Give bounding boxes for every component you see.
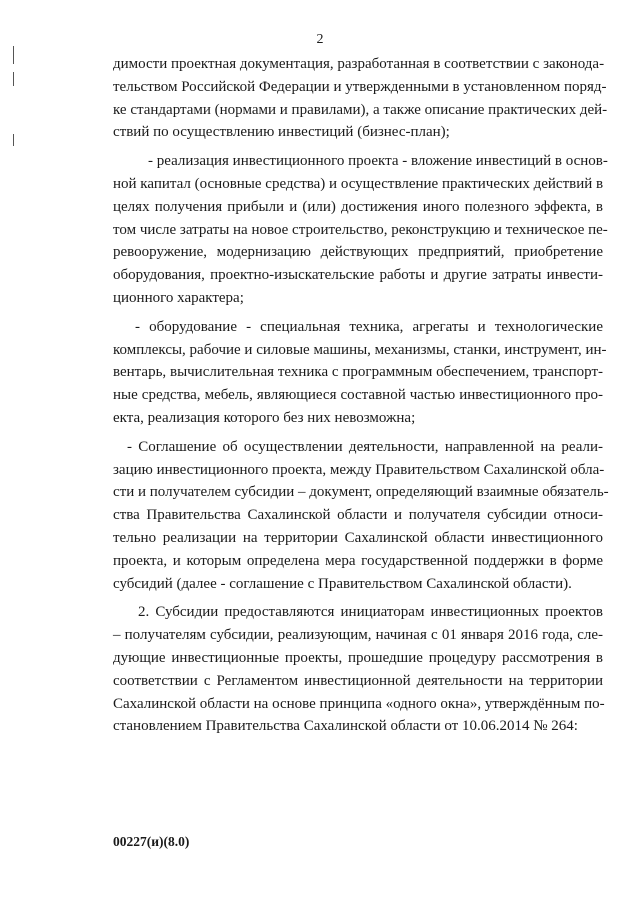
text-line: дующие инвестиционные проекты, прошедшие процедуру рассмотрения в — [113, 649, 603, 666]
margin-mark — [13, 134, 14, 146]
text-line: - Соглашение об осуществлении деятельности, направленной на реали- — [127, 438, 603, 455]
text-line: - оборудование - специальная техника, агрегаты и технологические — [135, 318, 603, 335]
margin-mark — [13, 46, 14, 64]
text-line: ревооружение, модернизацию действующих предприятий, приобретение — [113, 244, 603, 261]
text-line: ствий по осуществлению инвестиций (бизнес-план); — [113, 124, 450, 141]
text-line: комплексы, рабочие и силовые машины, механизмы, станки, инструмент, ин- — [113, 341, 607, 358]
document-code: 00227(и)(8.0) — [113, 834, 190, 849]
text-line: ке стандартами (нормами и правилами), а также описание практических дей- — [113, 101, 608, 118]
paragraph-3 — [113, 316, 607, 430]
paragraph-4 — [113, 436, 609, 596]
text-line: – получателям субсидии, реализующим, начиная с 01 января 2016 года, сле- — [113, 627, 603, 644]
text-line: ной капитал (основные средства) и осуществление практических действий в — [113, 175, 604, 192]
paragraph-2 — [113, 150, 608, 310]
text-line: проекта, и которым определена мера государственной поддержки в форме — [113, 552, 603, 569]
text-line: субсидий (далее - соглашение с Правительством Сахалинской области). — [113, 575, 572, 592]
text-line: екта, реализация которого без них невозможна; — [113, 409, 416, 426]
text-line: 2. Субсидии предоставляются инициаторам инвестиционных проектов — [138, 604, 603, 621]
text-line: сти и получателем субсидии – документ, определяющий взаимные обязатель- — [113, 484, 609, 501]
text-line: зацию инвестиционного проекта, между Правительством Сахалинской обла- — [113, 461, 605, 478]
text-line: целях получения прибыли и (или) достижения иного полезного эффекта, в — [113, 198, 603, 215]
document-body — [113, 53, 609, 738]
paragraph-5 — [113, 601, 603, 738]
text-line: ства Правительства Сахалинской области и получателя субсидии относи- — [113, 507, 603, 524]
margin-mark — [13, 72, 14, 86]
text-line: ционного характера; — [113, 289, 244, 306]
text-line: - реализация инвестиционного проекта - вложение инвестиций в основ- — [148, 153, 608, 170]
text-line: тельно реализации на территории Сахалинской области инвестиционного — [113, 529, 603, 546]
paragraph-1 — [113, 53, 608, 144]
text-line: тельством Российской Федерации и утвержденными в установленном поряд- — [113, 78, 607, 95]
text-line: Сахалинской области на основе принципа «одного окна», утверждённым по- — [113, 695, 605, 712]
text-line: ные средства, мебель, являющиеся составной частью инвестиционного про- — [113, 387, 603, 404]
text-line: том числе затраты на новое строительство, реконструкцию и техническое пе- — [113, 221, 608, 238]
text-line: соответствии с Регламентом инвестиционной деятельности на территории — [113, 672, 603, 689]
page-number: 2 — [316, 32, 324, 47]
text-line: оборудования, проектно-изыскательские работы и другие затраты инвести- — [113, 267, 603, 284]
text-line: вентарь, вычислительная техника с программным обеспечением, транспорт- — [113, 364, 603, 381]
text-line: димости проектная документация, разработанная в соответствии с законода- — [113, 56, 605, 72]
text-line: становлением Правительства Сахалинской области от 10.06.2014 № 264: — [113, 718, 578, 735]
